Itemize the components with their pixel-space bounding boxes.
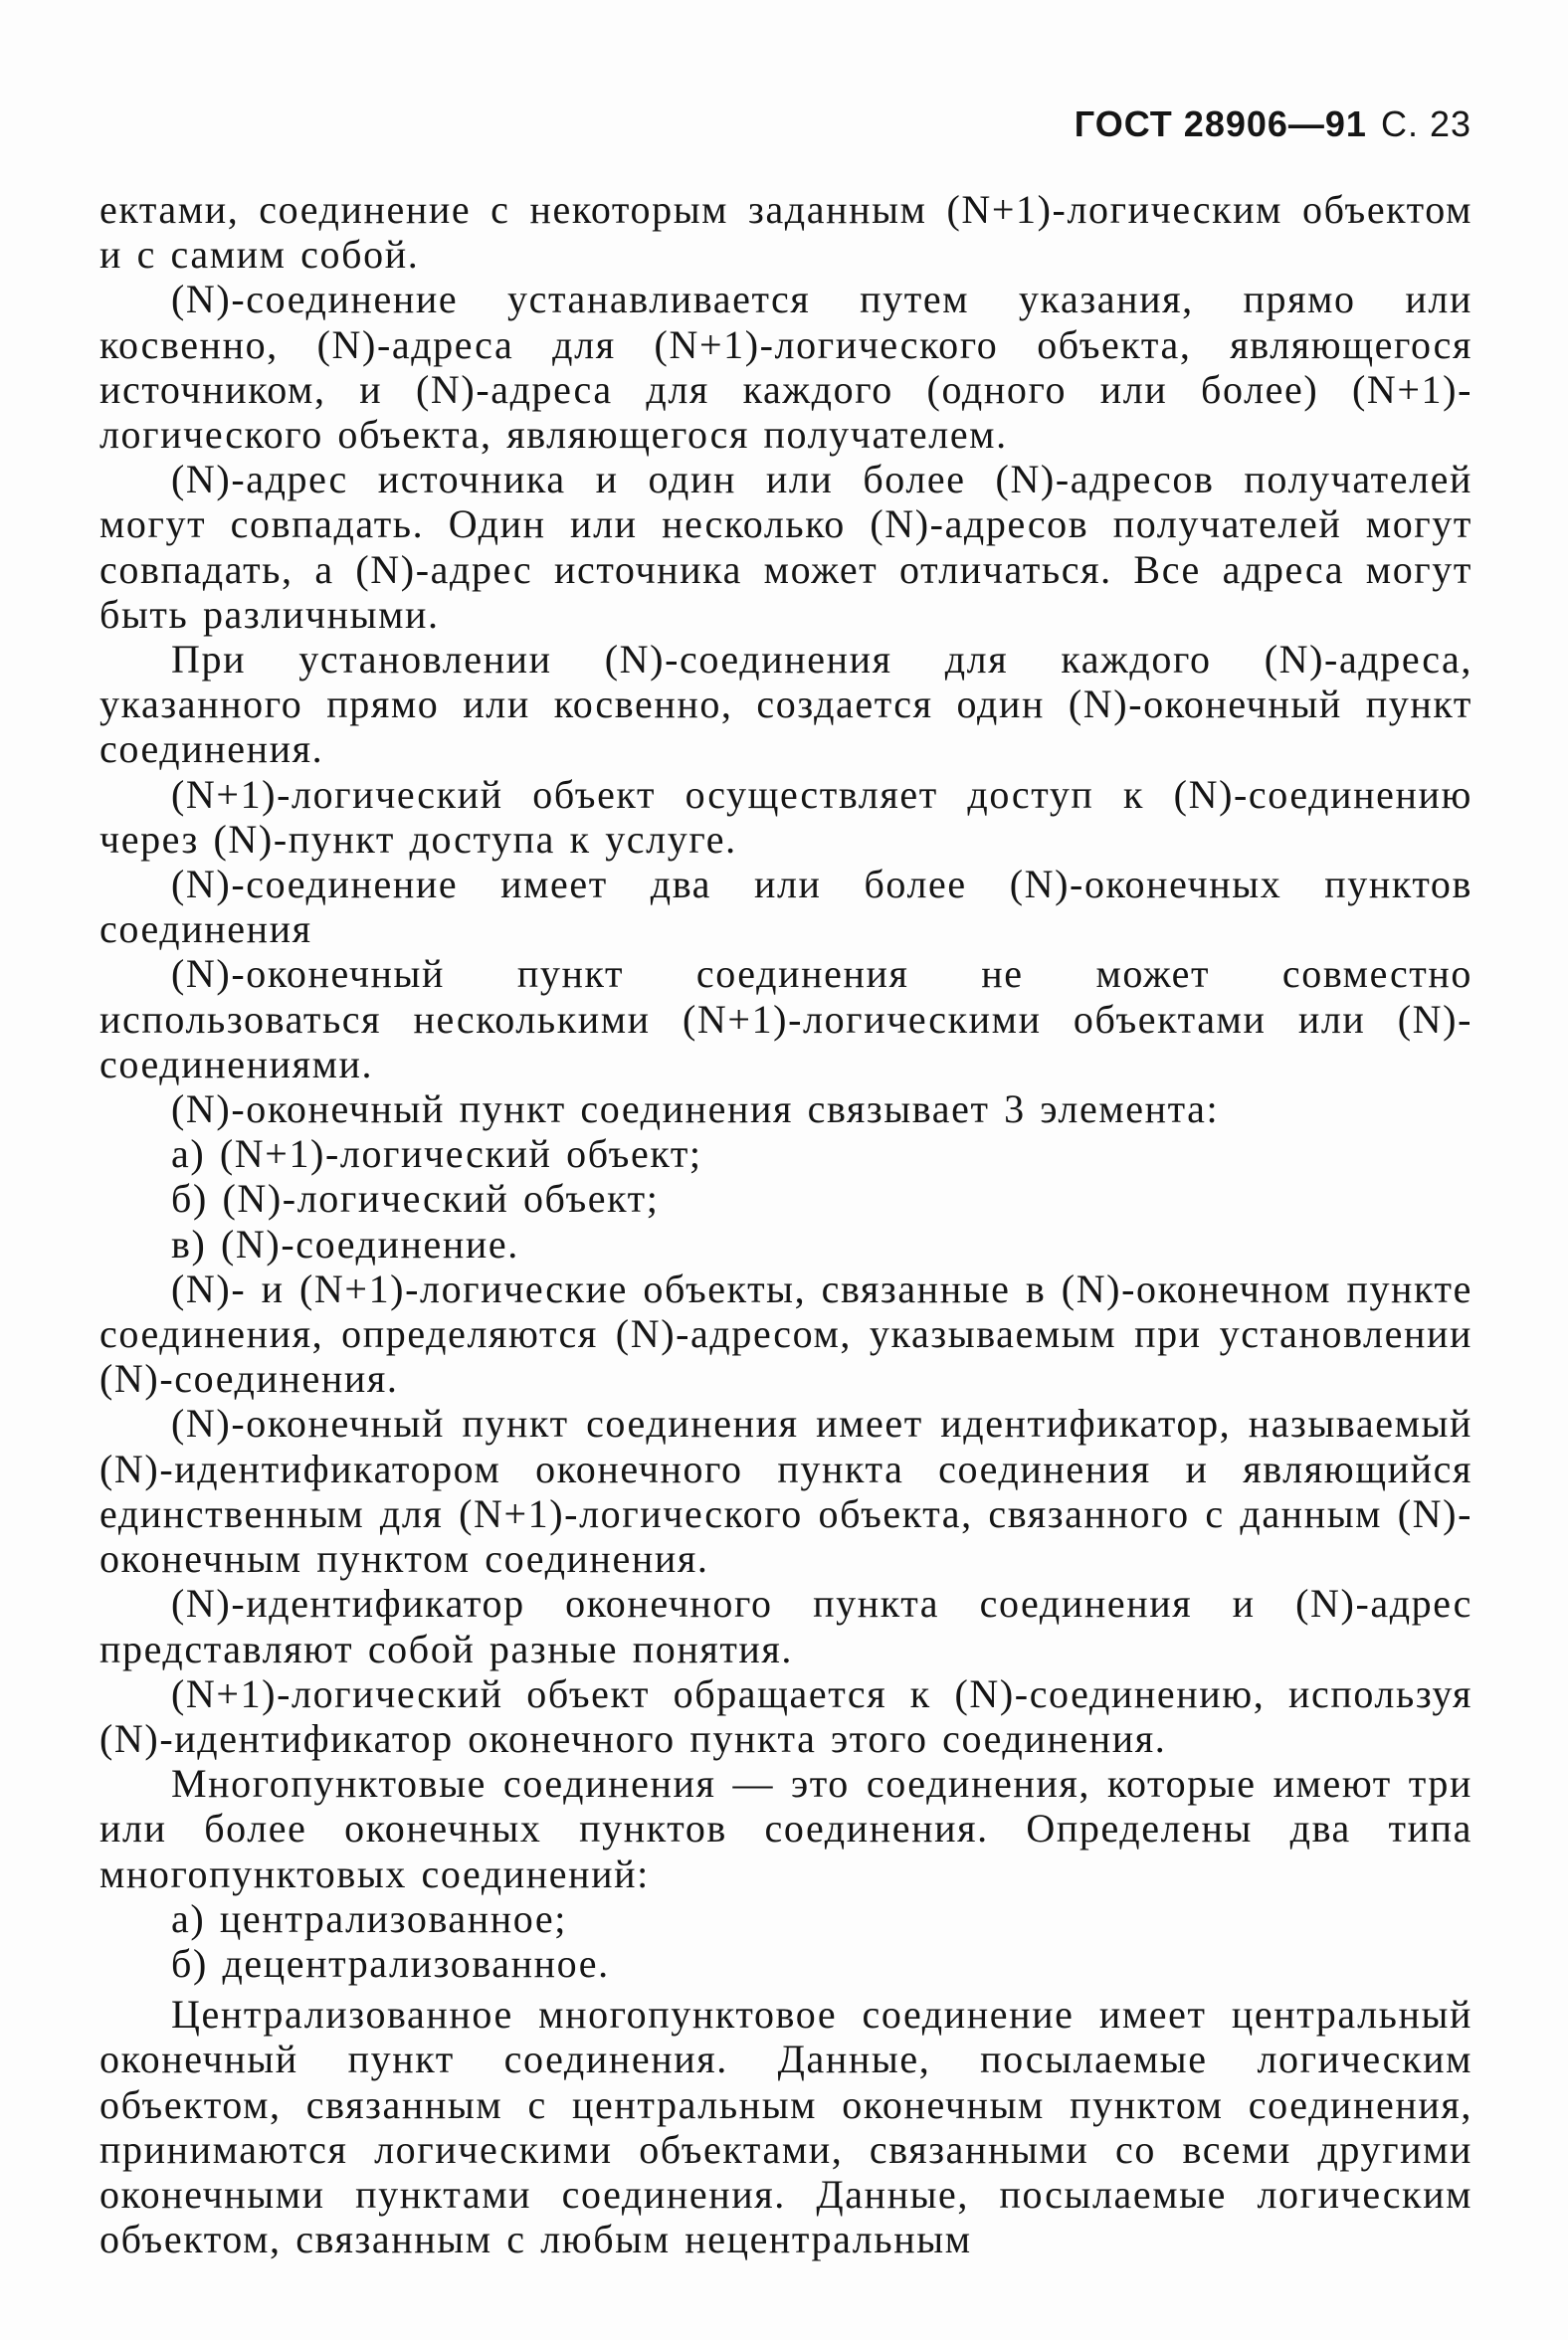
paragraph: (N)-соединение устанавливается путем указания, прямо или косвенно, (N)-адреса для (N+1)-логического объекта, являющегося источником, и (N)-адреса для каждого (одного или более) (N+1)-логического объекта, являющегося получателем. [99, 277, 1472, 458]
list-item: а) централизованное; [171, 1895, 567, 1941]
page-header [1075, 101, 1471, 147]
paragraph: (N+1)-логический объект осуществляет доступ к (N)-соединению через (N)-пункт доступа к услуге. [99, 771, 1472, 862]
paragraph: (N)-соединение имеет два или более (N)-оконечных пунктов соединения [99, 862, 1472, 952]
list-item: в) (N)-соединение. [171, 1221, 519, 1267]
paragraph: (N)-оконечный пункт соединения имеет идентификатор, называемый (N)-идентификатором оконечного пункта соединения и являющийся единственным для (N+1)-логического объекта, связанного с данным (N)-оконечным пунктом соединения. [99, 1401, 1472, 1582]
paragraph: Многопунктовые соединения — это соединения, которые имеют три или более оконечных пунктов соединения. Определены два типа многопунктовых соединений: [99, 1761, 1472, 1896]
paragraph: (N)- и (N+1)-логические объекты, связанные в (N)-оконечном пункте соединения, определяются (N)-адресом, указываемым при установлении (N)-соединения. [99, 1266, 1472, 1402]
paragraph: ектами, соединение с некоторым заданным (N+1)-логическим объектом и с самим собой. [99, 187, 1472, 278]
paragraph: (N)-оконечный пункт соединения связывает 3 элемента: [171, 1086, 1220, 1132]
body-text [99, 187, 1472, 2261]
paragraph: При установлении (N)-соединения для каждого (N)-адреса, указанного прямо или косвенно, создается один (N)-оконечный пункт соединения. [99, 637, 1472, 772]
page-number: С. 23 [1380, 103, 1471, 144]
paragraph: (N)-идентификатор оконечного пункта соединения и (N)-адрес представляют собой разные понятия. [99, 1581, 1472, 1671]
paragraph: (N)-оконечный пункт соединения не может совместно использоваться несколькими (N+1)-логическими объектами или (N)-соединениями. [99, 951, 1472, 1086]
list-item: б) (N)-логический объект; [171, 1176, 660, 1222]
paragraph: (N+1)-логический объект обращается к (N)-соединению, используя (N)-идентификатор оконечного пункта этого соединения. [99, 1670, 1472, 1761]
standard-number: ГОСТ 28906—91 [1074, 103, 1367, 144]
list-item: а) (N+1)-логический объект; [171, 1131, 702, 1177]
paragraph: (N)-адрес источника и один или более (N)-адресов получателей могут совпадать. Один или несколько (N)-адресов получателей могут совпадать, а (N)-адрес источника может отличаться. Все адреса могут быть различными. [99, 457, 1472, 637]
list-item: б) децентрализованное. [171, 1940, 610, 1986]
paragraph: Централизованное многопунктовое соединение имеет центральный оконечный пункт соединения. Данные, посылаемые логическим объектом, связанным с центральным оконечным пунктом соединения, принимаются логическими объектами, связанными со всеми другими оконечными пунктами соединения. Данные, посылаемые логическим объектом, связанным с любым нецентральным [99, 1992, 1472, 2262]
